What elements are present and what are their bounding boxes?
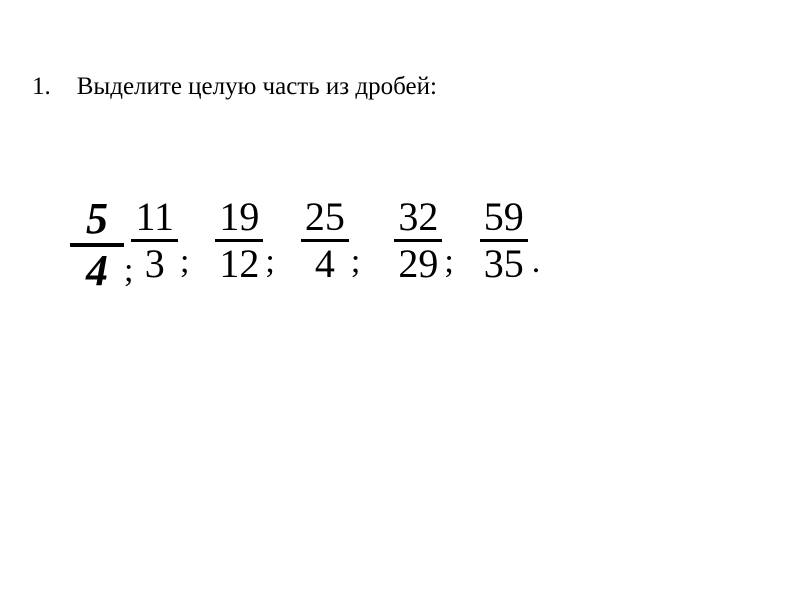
fraction-4-separator: ; — [350, 243, 361, 280]
fraction-3-separator: ; — [265, 243, 275, 280]
fraction-2-denominator: 3 — [144, 241, 165, 286]
fraction-group-6 — [480, 196, 541, 285]
fraction-4-numerator: 25 — [304, 194, 345, 239]
fraction-3 — [215, 196, 263, 285]
fraction-5-denominator: 29 — [398, 241, 439, 286]
fraction-1-separator: ; — [124, 252, 134, 290]
fraction-5-numerator: 32 — [398, 194, 439, 239]
fraction-2-separator: ; — [179, 243, 190, 280]
fraction-group-3 — [215, 196, 274, 285]
fraction-5 — [394, 196, 442, 285]
fraction-6-separator: . — [531, 243, 541, 280]
fraction-2-numerator: 11 — [135, 194, 174, 239]
task-number: 1. — [32, 73, 51, 100]
fraction-6-denominator: 35 — [483, 241, 524, 286]
fraction-1-numerator: 5 — [86, 194, 108, 243]
fraction-group-2 — [131, 196, 189, 285]
task-text: Выделите целую часть из дробей: — [76, 73, 437, 100]
task-line — [32, 74, 437, 99]
fraction-3-denominator: 12 — [219, 241, 260, 286]
fraction-group-1 — [70, 194, 134, 296]
fractions-row — [70, 196, 540, 294]
fraction-1 — [70, 196, 124, 294]
fraction-4 — [301, 196, 349, 285]
fraction-2 — [131, 196, 178, 285]
fraction-5-separator: ; — [444, 243, 454, 280]
fraction-6 — [480, 196, 528, 285]
fraction-6-numerator: 59 — [483, 194, 524, 239]
fraction-1-denominator: 4 — [86, 246, 108, 296]
fraction-3-numerator: 19 — [219, 194, 260, 239]
fraction-4-denominator: 4 — [314, 241, 335, 286]
fraction-group-4 — [301, 196, 360, 285]
fraction-group-5 — [394, 196, 453, 285]
